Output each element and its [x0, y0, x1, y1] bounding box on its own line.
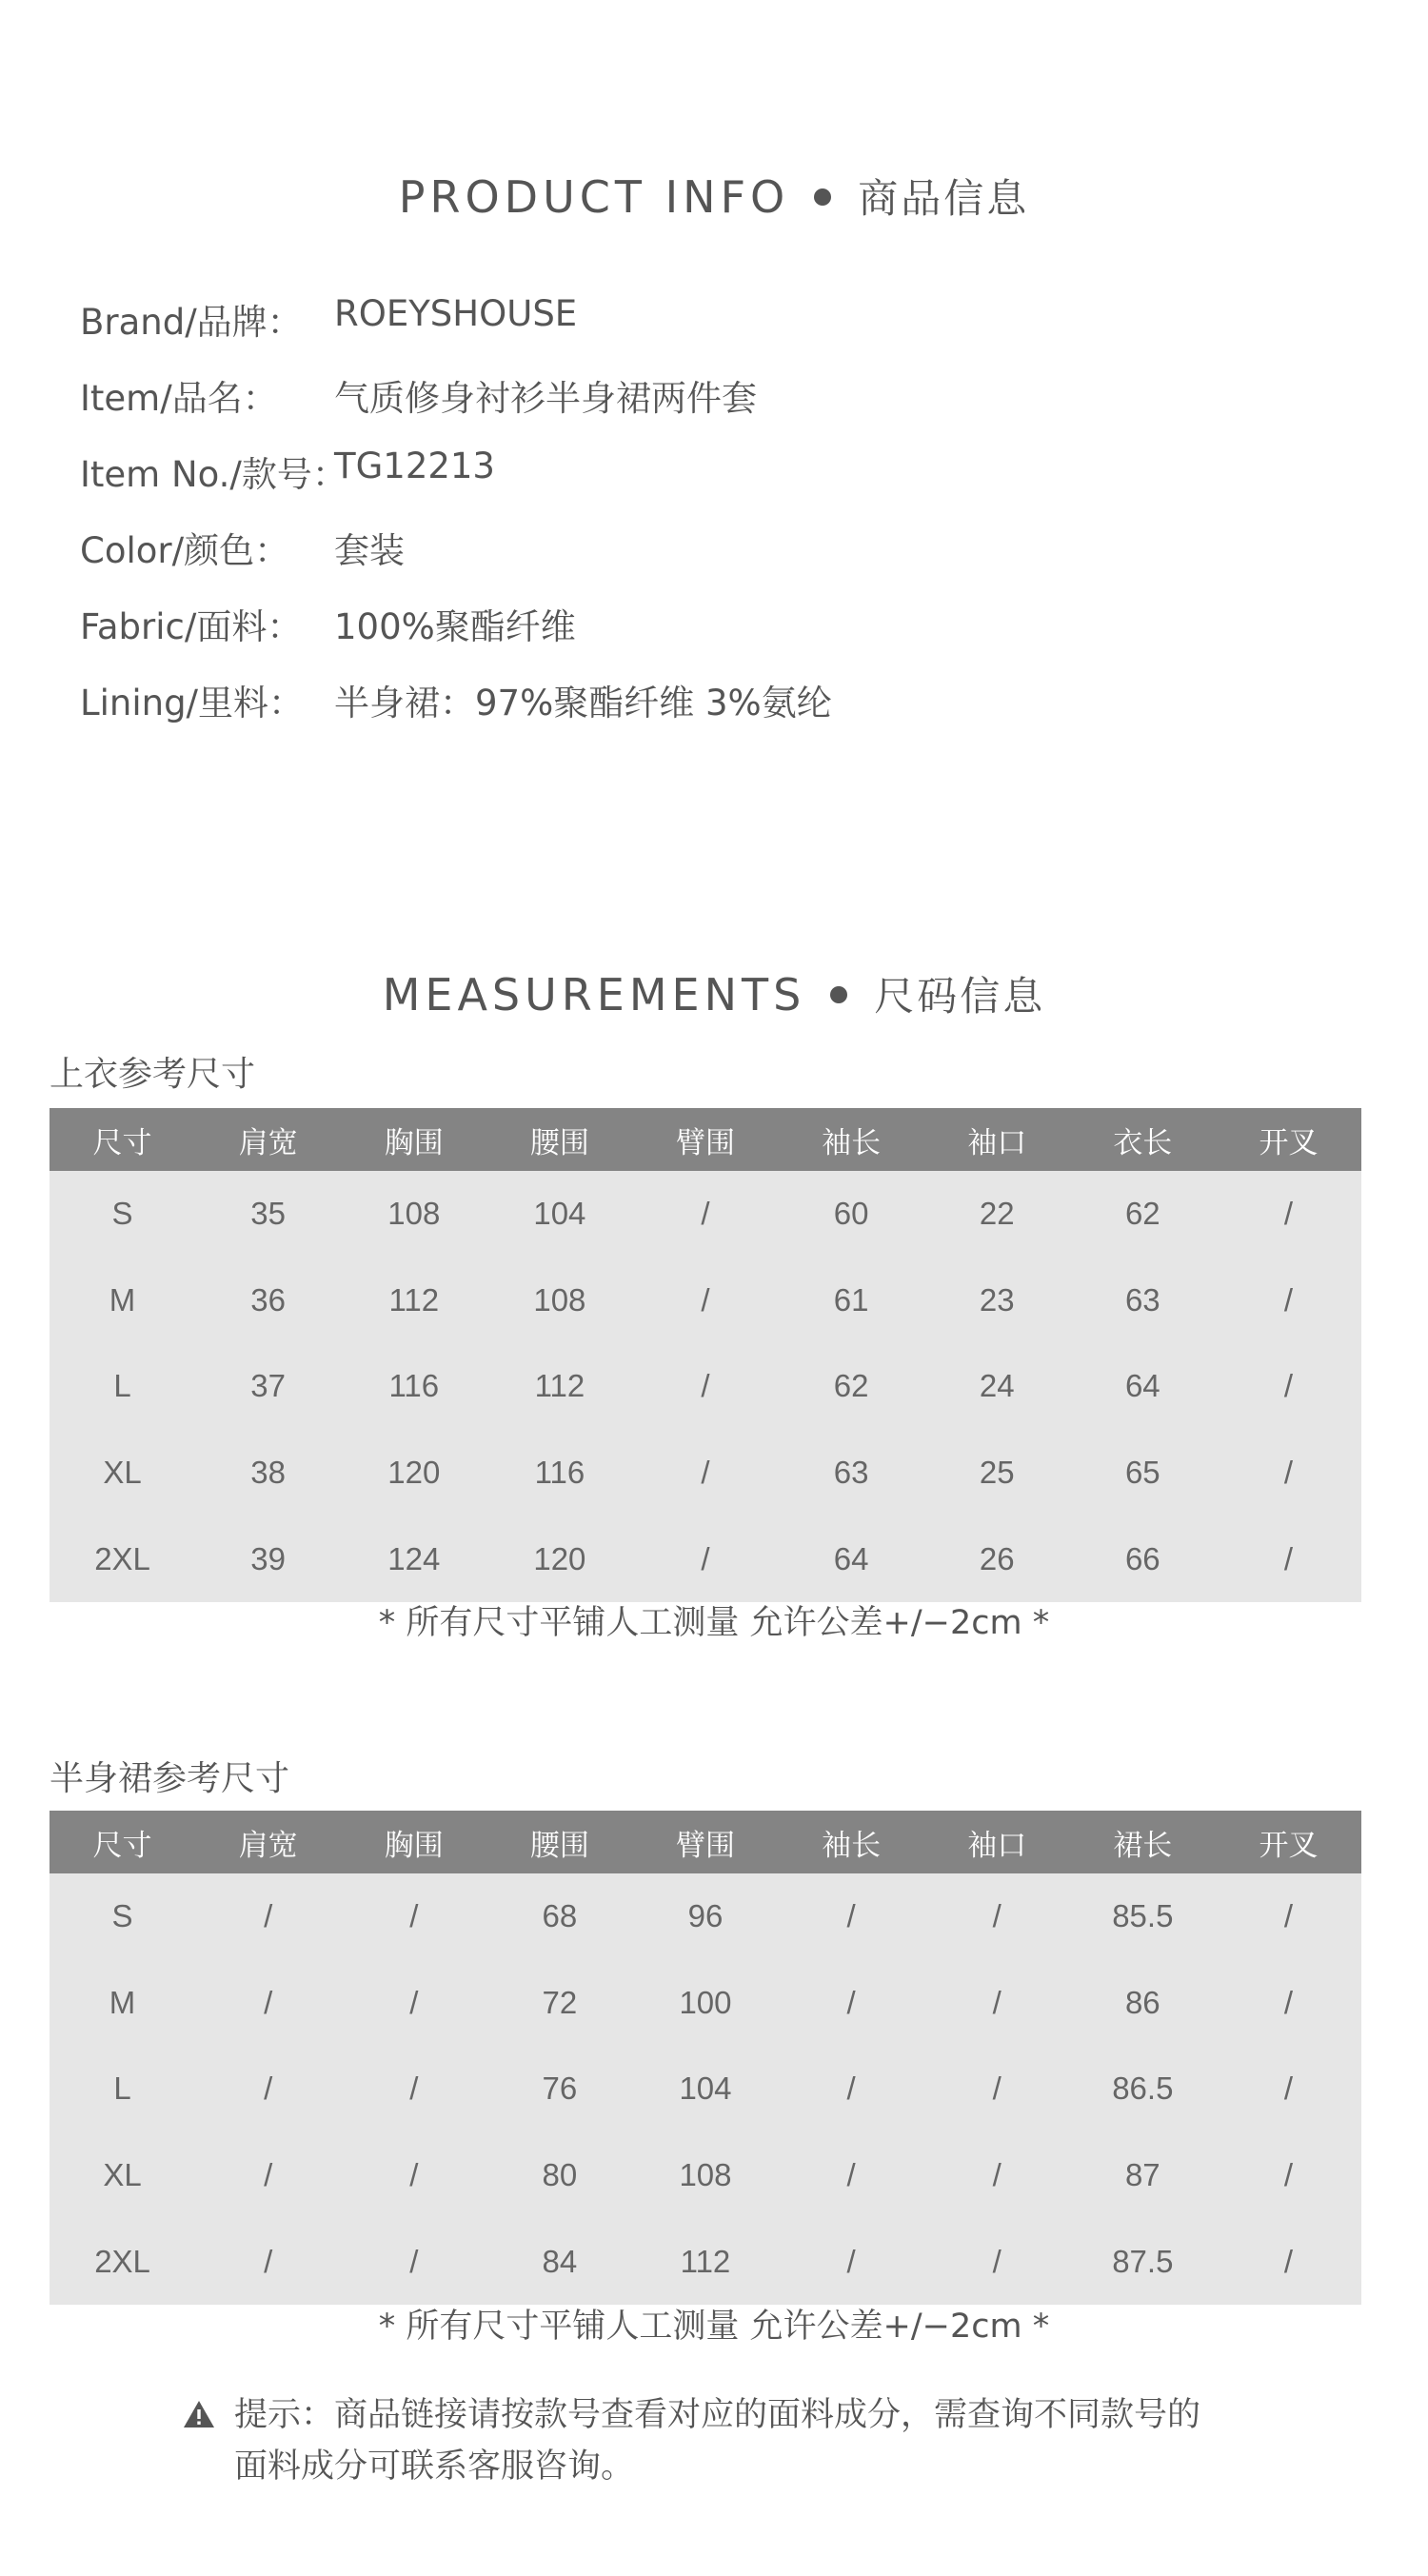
info-label: Fabric/面料：	[80, 606, 303, 647]
column-header: 袖口	[924, 1108, 1070, 1171]
table-cell: 108	[341, 1171, 486, 1258]
column-header: 袖口	[924, 1811, 1070, 1873]
table-cell: 66	[1070, 1516, 1216, 1602]
table-cell: 87.5	[1070, 2218, 1216, 2305]
column-header: 胸围	[341, 1108, 486, 1171]
table-cell: 84	[486, 2218, 632, 2305]
table-cell: 104	[632, 2046, 778, 2132]
table-row	[50, 1343, 1361, 1430]
table-cell: /	[1216, 1171, 1361, 1258]
table-cell: 64	[779, 1516, 924, 1602]
table-cell: 104	[486, 1171, 632, 1258]
table-cell: /	[779, 2132, 924, 2219]
table-cell: /	[341, 2218, 486, 2305]
table-cell: 25	[924, 1430, 1070, 1516]
table-cell: XL	[50, 2132, 195, 2219]
warning-icon	[183, 2399, 215, 2429]
column-header: 臂围	[632, 1108, 778, 1171]
table-cell: 63	[779, 1430, 924, 1516]
info-label: Lining/里料：	[80, 683, 305, 723]
top-size-table	[50, 1108, 1361, 1602]
info-label: Item No./款号：	[80, 454, 347, 495]
table-cell: 116	[486, 1430, 632, 1516]
table-cell: M	[50, 1960, 195, 2047]
column-header: 腰围	[486, 1108, 632, 1171]
table-cell: 86.5	[1070, 2046, 1216, 2132]
table-cell: /	[341, 1960, 486, 2047]
table-cell: /	[195, 1873, 341, 1960]
top-table-label: 上衣参考尺寸	[50, 1055, 256, 1094]
table-cell: 80	[486, 2132, 632, 2219]
table-cell: /	[632, 1343, 778, 1430]
table-cell: /	[1216, 2132, 1361, 2219]
info-value: 半身裙：97%聚酯纤维 3%氨纶	[334, 683, 832, 723]
table-cell: /	[779, 2046, 924, 2132]
table-cell: 24	[924, 1343, 1070, 1430]
table-cell: 64	[1070, 1343, 1216, 1430]
table-cell: 35	[195, 1171, 341, 1258]
table-cell: 38	[195, 1430, 341, 1516]
table-cell: 62	[779, 1343, 924, 1430]
table-cell: /	[1216, 2046, 1361, 2132]
column-header: 袖长	[779, 1108, 924, 1171]
table-cell: /	[632, 1516, 778, 1602]
info-value: 套装	[334, 530, 405, 571]
table-cell: L	[50, 2046, 195, 2132]
column-header: 尺寸	[50, 1108, 195, 1171]
top-table-note: * 所有尺寸平铺人工测量 允许公差+/−2cm *	[378, 1604, 1050, 1642]
table-row	[50, 2046, 1361, 2132]
table-cell: 116	[341, 1343, 486, 1430]
table-cell: 96	[632, 1873, 778, 1960]
table-cell: /	[341, 2046, 486, 2132]
info-label: Color/颜色：	[80, 530, 290, 571]
info-value: TG12213	[334, 446, 495, 486]
table-row	[50, 1258, 1361, 1344]
table-cell: /	[1216, 1343, 1361, 1430]
product-info-title-en: PRODUCT INFO	[398, 171, 790, 223]
table-cell: /	[1216, 1516, 1361, 1602]
table-cell: /	[341, 1873, 486, 1960]
table-cell: /	[632, 1171, 778, 1258]
table-cell: /	[779, 1873, 924, 1960]
measurements-title-cn: 尺码信息	[874, 973, 1046, 1020]
table-cell: 112	[486, 1343, 632, 1430]
table-cell: /	[924, 1960, 1070, 2047]
table-cell: XL	[50, 1430, 195, 1516]
table-cell: 37	[195, 1343, 341, 1430]
table-cell: 72	[486, 1960, 632, 2047]
table-cell: 2XL	[50, 2218, 195, 2305]
column-header: 肩宽	[195, 1108, 341, 1171]
table-cell: /	[195, 1960, 341, 2047]
table-cell: 124	[341, 1516, 486, 1602]
table-header-row	[50, 1811, 1361, 1873]
table-cell: /	[1216, 1430, 1361, 1516]
table-cell: /	[632, 1430, 778, 1516]
table-cell: 87	[1070, 2132, 1216, 2219]
table-row	[50, 2218, 1361, 2305]
table-cell: 65	[1070, 1430, 1216, 1516]
column-header: 胸围	[341, 1811, 486, 1873]
table-cell: 60	[779, 1171, 924, 1258]
table-cell: /	[632, 1258, 778, 1344]
table-cell: /	[195, 2218, 341, 2305]
table-cell: /	[924, 2218, 1070, 2305]
bullet-dot-icon	[830, 986, 847, 1003]
table-cell: /	[924, 2046, 1070, 2132]
table-cell: 36	[195, 1258, 341, 1344]
table-row	[50, 1171, 1361, 1258]
table-cell: 26	[924, 1516, 1070, 1602]
table-cell: L	[50, 1343, 195, 1430]
skirt-table-label: 半身裙参考尺寸	[50, 1759, 290, 1798]
column-header: 衣长	[1070, 1108, 1216, 1171]
table-row	[50, 1516, 1361, 1602]
table-cell: 108	[632, 2132, 778, 2219]
table-row	[50, 1873, 1361, 1960]
column-header: 尺寸	[50, 1811, 195, 1873]
info-label: Item/品名：	[80, 378, 278, 419]
table-cell: 100	[632, 1960, 778, 2047]
table-cell: 85.5	[1070, 1873, 1216, 1960]
table-header-row	[50, 1108, 1361, 1171]
table-cell: 120	[486, 1516, 632, 1602]
table-cell: S	[50, 1873, 195, 1960]
table-cell: 23	[924, 1258, 1070, 1344]
column-header: 腰围	[486, 1811, 632, 1873]
column-header: 开叉	[1216, 1811, 1361, 1873]
table-cell: /	[1216, 1258, 1361, 1344]
table-cell: S	[50, 1171, 195, 1258]
bullet-dot-icon	[814, 188, 831, 206]
table-cell: 2XL	[50, 1516, 195, 1602]
column-header: 臂围	[632, 1811, 778, 1873]
table-cell: /	[1216, 1960, 1361, 2047]
table-cell: 112	[341, 1258, 486, 1344]
measurements-title-en: MEASUREMENTS	[382, 969, 806, 1020]
table-cell: 120	[341, 1430, 486, 1516]
table-row	[50, 1960, 1361, 2047]
table-cell: 108	[486, 1258, 632, 1344]
table-cell: /	[779, 2218, 924, 2305]
table-cell: 76	[486, 2046, 632, 2132]
table-cell: /	[1216, 1873, 1361, 1960]
skirt-table-note: * 所有尺寸平铺人工测量 允许公差+/−2cm *	[378, 2308, 1050, 2346]
measurements-title	[0, 965, 1428, 1022]
tip-notice	[183, 2389, 1278, 2492]
table-cell: 86	[1070, 1960, 1216, 2047]
table-row	[50, 1430, 1361, 1516]
product-info-title-cn: 商品信息	[858, 175, 1030, 222]
table-row	[50, 2132, 1361, 2219]
column-header: 肩宽	[195, 1811, 341, 1873]
table-cell: 39	[195, 1516, 341, 1602]
table-cell: M	[50, 1258, 195, 1344]
column-header: 裙长	[1070, 1811, 1216, 1873]
info-value: 100%聚酯纤维	[334, 606, 576, 647]
table-cell: 112	[632, 2218, 778, 2305]
table-cell: /	[195, 2046, 341, 2132]
table-cell: 68	[486, 1873, 632, 1960]
info-value: ROEYSHOUSE	[334, 293, 578, 334]
table-cell: 22	[924, 1171, 1070, 1258]
column-header: 袖长	[779, 1811, 924, 1873]
product-info-title	[0, 168, 1428, 225]
info-value: 气质修身衬衫半身裙两件套	[334, 378, 757, 419]
table-cell: 63	[1070, 1258, 1216, 1344]
table-cell: 61	[779, 1258, 924, 1344]
tip-line-2: 面料成分可联系客服咨询。	[234, 2447, 635, 2486]
info-label: Brand/品牌：	[80, 302, 303, 343]
table-cell: /	[924, 2132, 1070, 2219]
tip-line-1: 提示：商品链接请按款号查看对应的面料成分，需查询不同款号的	[234, 2396, 1201, 2434]
table-cell: /	[341, 2132, 486, 2219]
table-cell: 62	[1070, 1171, 1216, 1258]
skirt-size-table	[50, 1811, 1361, 2305]
table-cell: /	[1216, 2218, 1361, 2305]
table-cell: /	[195, 2132, 341, 2219]
table-cell: /	[779, 1960, 924, 2047]
column-header: 开叉	[1216, 1108, 1361, 1171]
table-cell: /	[924, 1873, 1070, 1960]
